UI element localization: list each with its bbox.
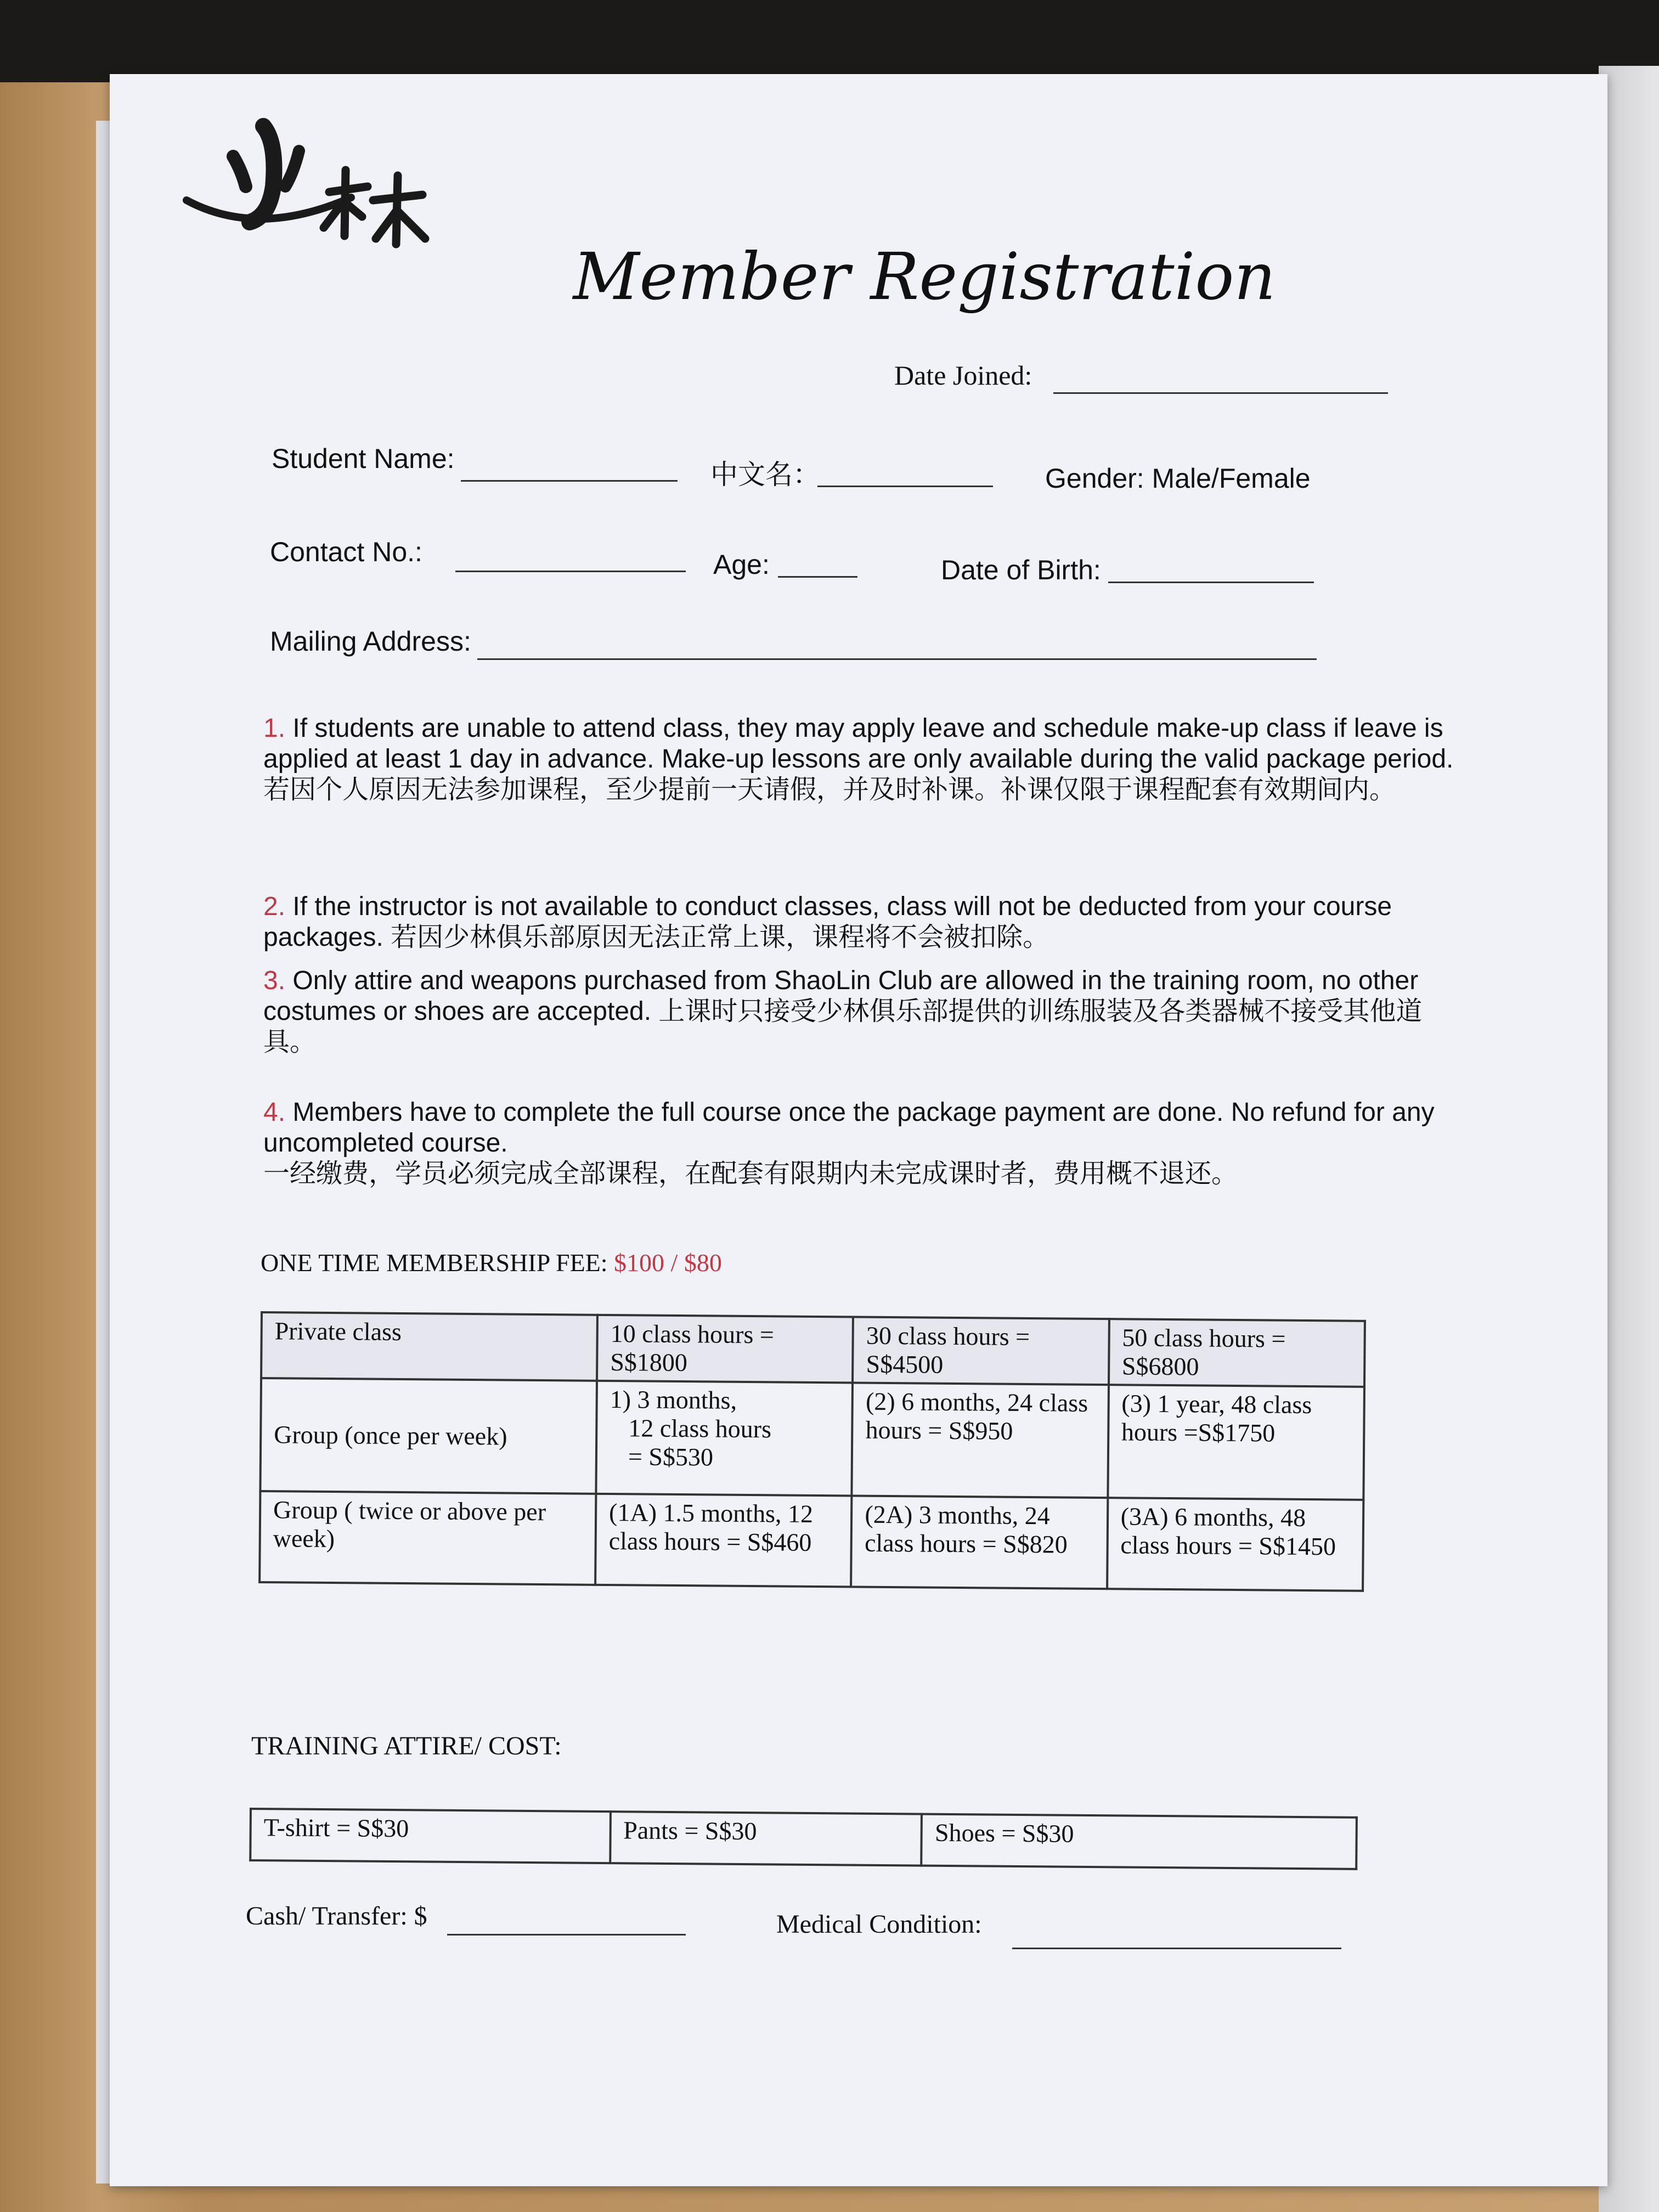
- rule-number: 1.: [263, 714, 286, 743]
- table-cell: (3A) 6 months, 48 class hours = S$1450: [1107, 1498, 1364, 1591]
- rule-text-chinese: 一经缴费，学员必须完成全部课程，在配套有限期内未完成课时者，费用概不退还。: [263, 1159, 1238, 1188]
- table-cell: Shoes = S$30: [922, 1814, 1357, 1869]
- rule-text: Members have to complete the full course once the package payment are done. No refund for any uncompleted course.: [263, 1098, 1435, 1158]
- rule-text: If students are unable to attend class, they may apply leave and schedule make-up class if leave is applied at least 1 day in advance. Make-up lessons are only available during the valid package period. 若因个人原因无法参加课程，至少提前一天请假，并及时补课。补课仅限于课程配套有效期间内。: [263, 714, 1454, 804]
- mailing-address-field[interactable]: [477, 658, 1317, 660]
- rule-item: [263, 713, 1459, 805]
- student-name-field[interactable]: [461, 480, 678, 482]
- age-label: Age:: [713, 549, 770, 580]
- rule-number: 2.: [263, 892, 286, 921]
- mailing-address-label: Mailing Address:: [270, 626, 471, 657]
- rule-number: 3.: [263, 966, 286, 995]
- date-of-birth-label: Date of Birth:: [941, 555, 1101, 585]
- date-of-birth-field[interactable]: [1108, 582, 1314, 583]
- date-joined-label: Date Joined:: [894, 360, 1032, 391]
- table-cell-line: 12 class hours: [628, 1414, 772, 1443]
- table-row: [259, 1491, 1363, 1591]
- table-cell: T-shirt = S$30: [250, 1809, 610, 1863]
- membership-fee-row: [261, 1248, 722, 1277]
- rule-item: [263, 1097, 1459, 1189]
- table-cell: Pants = S$30: [610, 1812, 922, 1865]
- rule-text: Only attire and weapons purchased from ShaoLin Club are allowed in the training room, no other costumes or shoes are accepted. 上课时只接受少林俱乐部提供的训练服装及各类器械不接受其他道具。: [263, 966, 1423, 1057]
- gender-label: Gender: Male/Female: [1045, 463, 1311, 494]
- table-cell-multiline: [610, 1385, 840, 1472]
- table-cell-line: 1) 3 months,: [610, 1385, 737, 1414]
- rule-number: 4.: [263, 1098, 286, 1127]
- background-top: [0, 0, 1659, 82]
- attire-table: [249, 1808, 1358, 1870]
- student-name-label: Student Name:: [272, 443, 455, 474]
- membership-fee-value: $100 / $80: [614, 1249, 722, 1277]
- registration-form: [110, 74, 1607, 2186]
- table-row: [250, 1809, 1357, 1869]
- table-cell: [596, 1381, 853, 1496]
- table-cell: (3) 1 year, 48 class hours =S$1750: [1108, 1385, 1364, 1500]
- chinese-name-label: 中文名：: [710, 459, 820, 490]
- table-cell-line: = S$530: [628, 1442, 714, 1471]
- fees-table: [258, 1311, 1366, 1592]
- table-cell: 50 class hours = S$6800: [1109, 1319, 1365, 1387]
- chinese-name-field[interactable]: [817, 486, 993, 487]
- table-cell: (1A) 1.5 months, 12 class hours = S$460: [595, 1494, 852, 1587]
- table-cell: 10 class hours = S$1800: [597, 1315, 853, 1383]
- rule-text: If the instructor is not available to conduct classes, class will not be deducted from your course packages. 若因少林俱乐部原因无法正常上课，课程将不会被扣除。: [263, 892, 1392, 952]
- medical-condition-label: Medical Condition:: [776, 1910, 982, 1939]
- contact-no-field[interactable]: [455, 571, 686, 572]
- contact-no-label: Contact No.:: [270, 537, 422, 567]
- table-row: [260, 1378, 1364, 1500]
- form-title: Member Registration: [573, 239, 1276, 314]
- medical-condition-field[interactable]: [1012, 1948, 1341, 1949]
- age-field[interactable]: [778, 576, 857, 578]
- table-cell: 30 class hours = S$4500: [853, 1317, 1109, 1385]
- background-right: [1599, 66, 1659, 2212]
- membership-fee-label: ONE TIME MEMBERSHIP FEE:: [261, 1249, 608, 1277]
- rule-item: [263, 891, 1459, 953]
- table-cell: (2) 6 months, 24 class hours = S$950: [852, 1383, 1109, 1498]
- rule-item: [263, 966, 1459, 1058]
- table-cell: Group ( twice or above per week): [259, 1491, 596, 1585]
- table-cell: Group (once per week): [260, 1378, 597, 1494]
- table-cell: Private class: [261, 1312, 597, 1381]
- table-row: [261, 1312, 1365, 1387]
- cash-transfer-label: Cash/ Transfer: $: [246, 1901, 427, 1931]
- date-joined-field[interactable]: [1053, 392, 1388, 394]
- table-cell: (2A) 3 months, 24 class hours = S$820: [851, 1496, 1108, 1589]
- cash-transfer-field[interactable]: [447, 1934, 686, 1936]
- training-attire-label: TRAINING ATTIRE/ COST:: [251, 1731, 562, 1760]
